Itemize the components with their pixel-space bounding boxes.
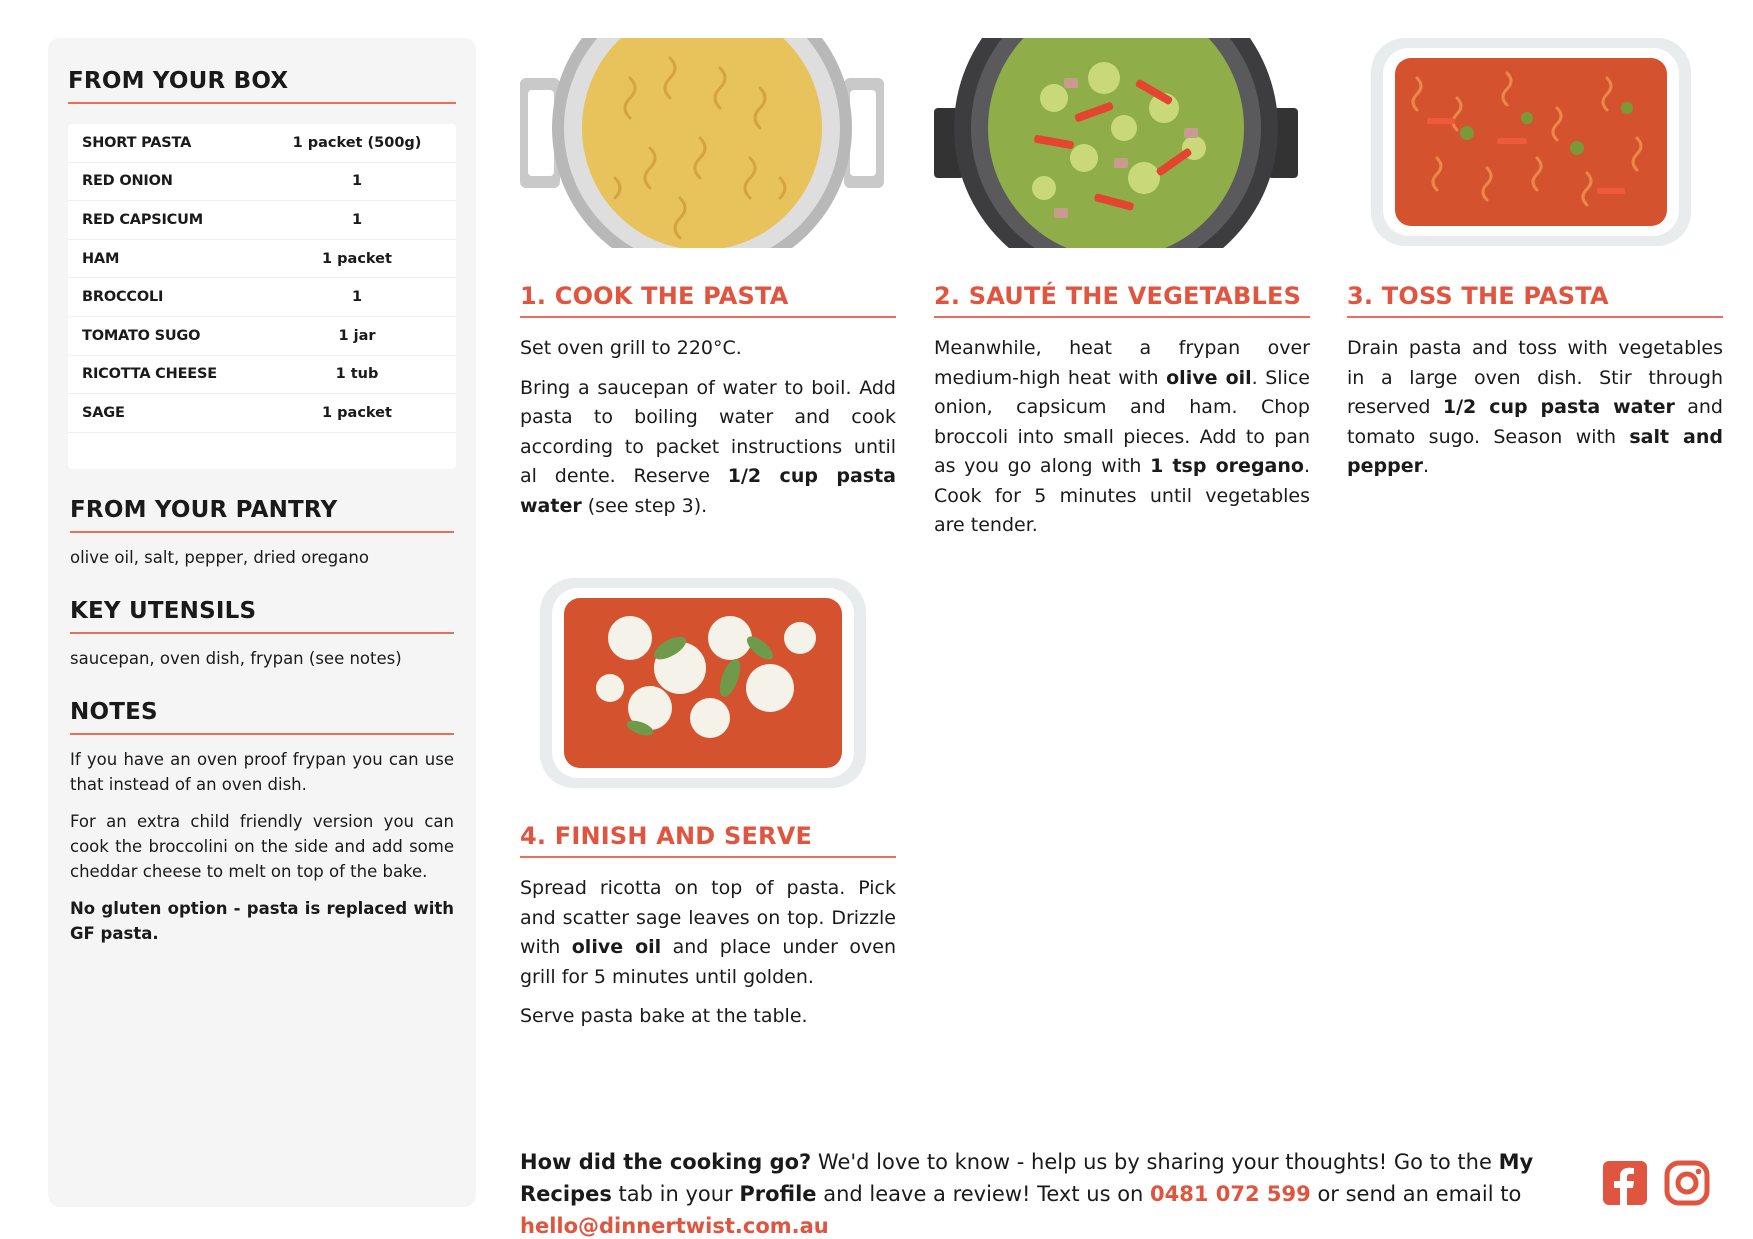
step-1-title: 1. COOK THE PASTA bbox=[520, 282, 896, 318]
from-your-box-heading: FROM YOUR BOX bbox=[68, 68, 456, 104]
step-4-title: 4. FINISH AND SERVE bbox=[520, 822, 896, 858]
ingredient-name: RICOTTA CHEESE bbox=[82, 366, 217, 383]
notes-para-2: For an extra child friendly version you can cook the broccolini on the side and add some cheddar cheese to melt on top of the bake. bbox=[70, 811, 454, 881]
ingredients-panel bbox=[48, 38, 476, 1207]
step-4-para-1: Spread ricotta on top of pasta. Pick and scatter sage leaves on top. Drizzle with olive oil and place under oven grill for 5 minutes until golden. bbox=[520, 877, 896, 988]
instagram-icon[interactable] bbox=[1664, 1160, 1710, 1206]
ingredient-qty: 1 packet bbox=[322, 250, 392, 267]
ingredient-name: RED CAPSICUM bbox=[82, 211, 203, 228]
ingredient-qty: 1 bbox=[351, 211, 363, 228]
ingredient-row bbox=[68, 317, 456, 356]
ingredient-qty: 1 packet bbox=[322, 404, 392, 421]
notes-para-3: No gluten option - pasta is replaced with GF pasta. bbox=[70, 898, 454, 943]
step-3-body bbox=[1347, 334, 1723, 482]
email-link[interactable]: hello@dinnertwist.com.au bbox=[520, 1214, 829, 1238]
step-2-image bbox=[934, 38, 1298, 248]
ingredient-row bbox=[68, 201, 456, 240]
ingredient-name: SHORT PASTA bbox=[82, 134, 192, 151]
ingredient-name: TOMATO SUGO bbox=[82, 327, 201, 344]
ingredient-row bbox=[68, 356, 456, 395]
ingredient-qty: 1 bbox=[351, 289, 363, 306]
step-1 bbox=[520, 38, 896, 521]
ingredient-name: SAGE bbox=[82, 404, 125, 421]
notes-para-1: If you have an oven proof frypan you can use that instead of an oven dish. bbox=[70, 749, 454, 794]
ingredient-qty: 1 packet (500g) bbox=[292, 134, 422, 151]
step-4-para-2: Serve pasta bake at the table. bbox=[520, 1005, 808, 1027]
step-3 bbox=[1347, 38, 1723, 482]
ingredient-qty: 1 tub bbox=[335, 366, 379, 383]
facebook-icon[interactable] bbox=[1602, 1160, 1648, 1206]
step-2-title: 2. SAUTÉ THE VEGETABLES bbox=[934, 282, 1310, 318]
step-2 bbox=[934, 38, 1310, 541]
ingredient-row bbox=[68, 278, 456, 317]
my-recipes-label: My Recipes bbox=[520, 1150, 1534, 1206]
step-4-image bbox=[520, 578, 884, 788]
step-3-para-1: Drain pasta and toss with vegetables in a large oven dish. Stir through reserved 1/2 cup pasta water and tomato sugo. Season with salt and pepper. bbox=[1347, 337, 1723, 477]
ingredient-row bbox=[68, 394, 456, 433]
ingredients-table bbox=[68, 124, 456, 469]
phone-link[interactable]: 0481 072 599 bbox=[1150, 1182, 1311, 1206]
utensils-section bbox=[68, 598, 456, 671]
step-3-title: 3. TOSS THE PASTA bbox=[1347, 282, 1723, 318]
ingredient-name: HAM bbox=[82, 250, 120, 267]
notes-section bbox=[68, 699, 456, 946]
pantry-text: olive oil, salt, pepper, dried oregano bbox=[70, 547, 369, 567]
step-3-image bbox=[1347, 38, 1711, 248]
ingredient-row bbox=[68, 240, 456, 279]
pantry-section bbox=[68, 497, 456, 570]
key-utensils-heading: KEY UTENSILS bbox=[70, 598, 454, 634]
ingredient-row bbox=[68, 163, 456, 202]
feedback-footer: How did the cooking go? We'd love to know - help us by sharing your thoughts! Go to the My Recipes tab in your Profile and leave a review! Text us on 0481 072 599 or send an email to hello@dinnertwist.com.au bbox=[520, 1150, 1534, 1238]
step-4-body bbox=[520, 874, 896, 1032]
step-2-para-1: Meanwhile, heat a frypan over medium-high heat with olive oil. Slice onion, capsicum and ham. Chop broccoli into small pieces. Add to pan as you go along with 1 tsp oregano. Cook for 5 minutes until vegetables are tender. bbox=[934, 337, 1311, 536]
ingredient-qty: 1 bbox=[351, 173, 363, 190]
step-1-image bbox=[520, 38, 884, 248]
ingredient-qty: 1 jar bbox=[338, 327, 376, 344]
step-1-para-1: Set oven grill to 220°C. bbox=[520, 337, 742, 359]
social-links bbox=[1602, 1160, 1710, 1206]
from-your-pantry-heading: FROM YOUR PANTRY bbox=[70, 497, 454, 533]
ingredient-name: BROCCOLI bbox=[82, 289, 164, 306]
ingredient-name: RED ONION bbox=[82, 173, 173, 190]
utensils-text: saucepan, oven dish, frypan (see notes) bbox=[70, 648, 402, 668]
step-4 bbox=[520, 578, 896, 1032]
notes-heading: NOTES bbox=[70, 699, 454, 735]
ingredient-row bbox=[68, 124, 456, 163]
step-2-body bbox=[934, 334, 1310, 541]
feedback-question: How did the cooking go? bbox=[520, 1150, 812, 1174]
step-1-para-2: Bring a saucepan of water to boil. Add pasta to boiling water and cook according to packet instructions until al dente. Reserve 1/2 cup pasta water (see step 3). bbox=[520, 376, 896, 517]
step-1-body bbox=[520, 334, 896, 521]
profile-label: Profile bbox=[739, 1182, 817, 1206]
